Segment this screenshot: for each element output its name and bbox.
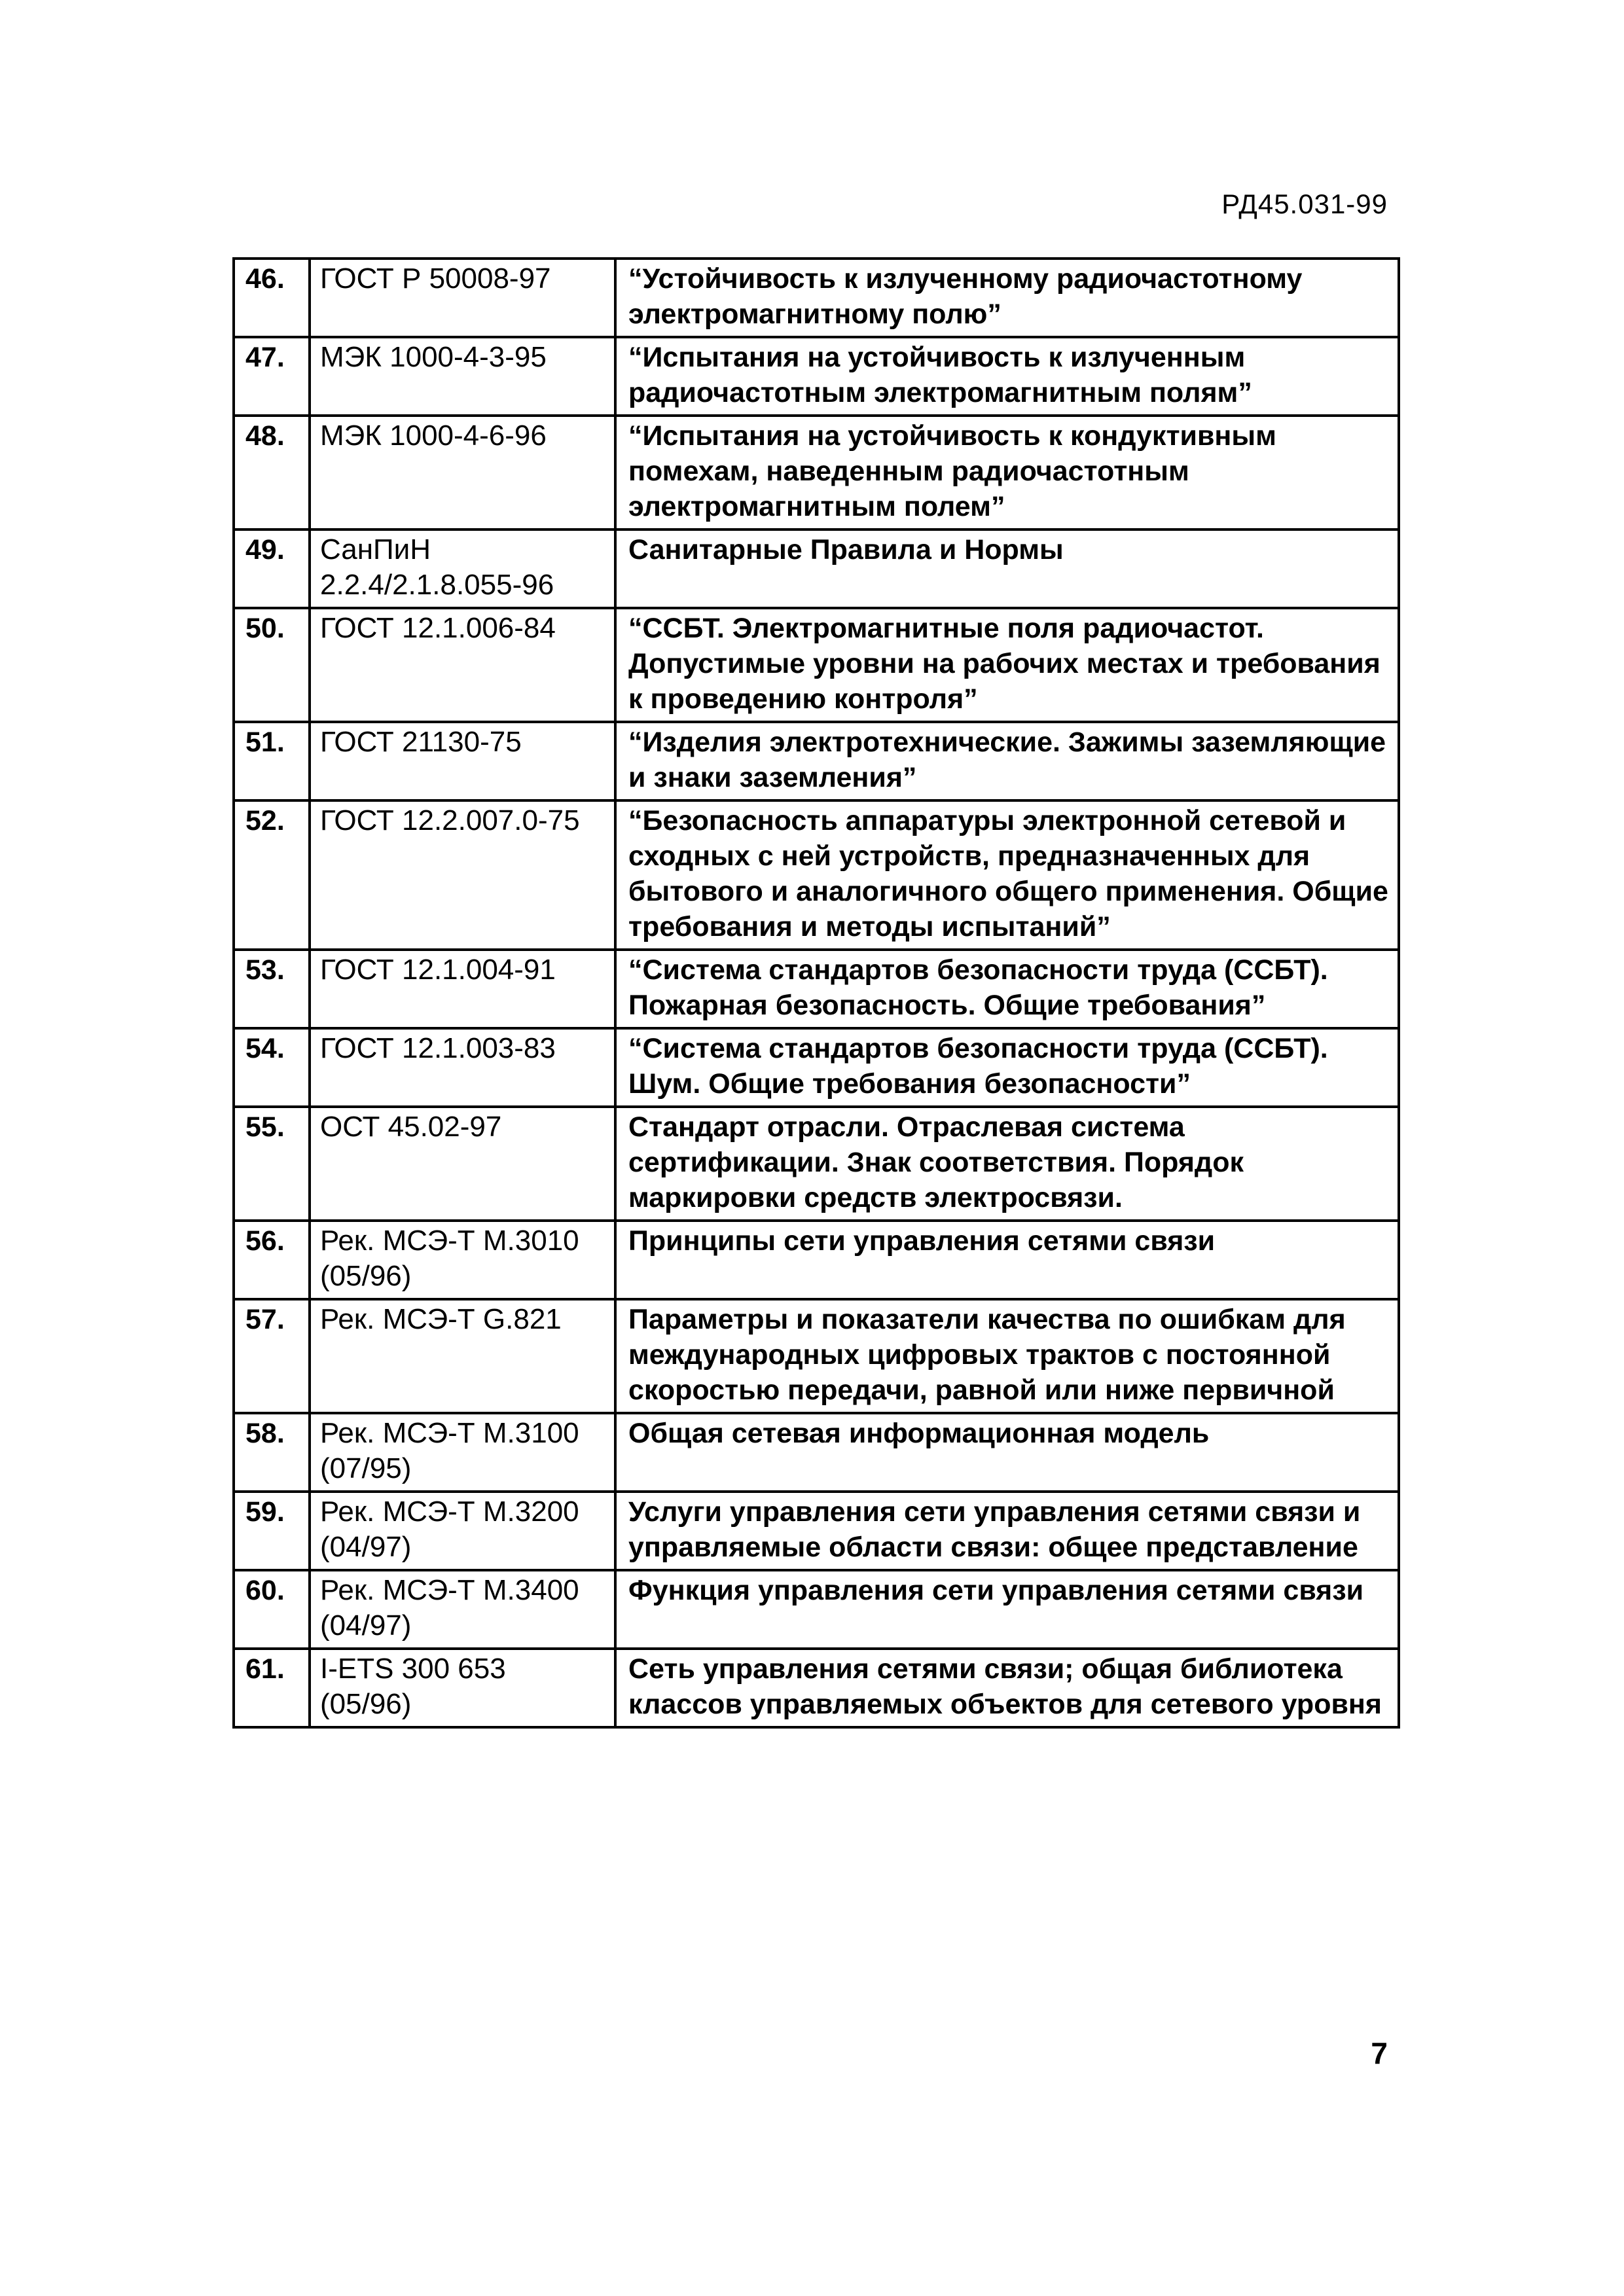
standard-title: “Изделия электротехнические. Зажимы заземляющие и знаки заземления” (615, 722, 1399, 800)
row-number: 61. (234, 1649, 310, 1727)
table-row (234, 1492, 1399, 1570)
standard-title: “Испытания на устойчивость к кондуктивным помехам, наведенным радиочастотным электромагнитным полем” (615, 416, 1399, 529)
row-number: 60. (234, 1570, 310, 1649)
standard-title: Сеть управления сетями связи; общая библиотека классов управляемых объектов для сетевого уровня (615, 1649, 1399, 1727)
table-row (234, 950, 1399, 1028)
standard-code: Рек. МСЭ-Т М.3010 (05/96) (310, 1221, 615, 1299)
table-row (234, 1028, 1399, 1107)
table-row (234, 722, 1399, 800)
standard-title: “Устойчивость к излученному радиочастотному электромагнитному полю” (615, 259, 1399, 337)
standard-title: “Безопасность аппаратуры электронной сетевой и сходных с ней устройств, предназначенных для бытового и аналогичного общего применения. Общие требования и методы испытаний” (615, 800, 1399, 950)
table-row (234, 1649, 1399, 1727)
standard-code: МЭК 1000-4-6-96 (310, 416, 615, 529)
standard-title: “Испытания на устойчивость к излученным радиочастотным электромагнитным полям” (615, 337, 1399, 416)
standard-title: Общая сетевая информационная модель (615, 1413, 1399, 1492)
table-row (234, 1299, 1399, 1413)
table-row (234, 608, 1399, 722)
standard-code: ГОСТ 12.2.007.0-75 (310, 800, 615, 950)
standard-code: МЭК 1000-4-3-95 (310, 337, 615, 416)
standard-title: Параметры и показатели качества по ошибкам для международных цифровых трактов с постоянной скоростью передачи, равной или ниже первичной (615, 1299, 1399, 1413)
standard-code: Рек. МСЭ-Т М.3200 (04/97) (310, 1492, 615, 1570)
row-number: 47. (234, 337, 310, 416)
standard-title: Принципы сети управления сетями связи (615, 1221, 1399, 1299)
standard-title: Стандарт отрасли. Отраслевая система сертификации. Знак соответствия. Порядок маркировки средств электросвязи. (615, 1107, 1399, 1221)
row-number: 49. (234, 529, 310, 608)
row-number: 46. (234, 259, 310, 337)
standard-code: ОСТ 45.02-97 (310, 1107, 615, 1221)
table-row (234, 1570, 1399, 1649)
row-number: 52. (234, 800, 310, 950)
table-row (234, 529, 1399, 608)
document-code: РД45.031-99 (1221, 188, 1388, 219)
table-row (234, 1221, 1399, 1299)
standard-code: ГОСТ 21130-75 (310, 722, 615, 800)
row-number: 50. (234, 608, 310, 722)
normative-references-table (232, 257, 1400, 1729)
row-number: 53. (234, 950, 310, 1028)
standard-code: ГОСТ 12.1.006-84 (310, 608, 615, 722)
row-number: 54. (234, 1028, 310, 1107)
standard-code: ГОСТ 12.1.003-83 (310, 1028, 615, 1107)
row-number: 59. (234, 1492, 310, 1570)
row-number: 51. (234, 722, 310, 800)
row-number: 55. (234, 1107, 310, 1221)
page-number: 7 (1371, 2036, 1388, 2070)
row-number: 58. (234, 1413, 310, 1492)
standard-code: СанПиН 2.2.4/2.1.8.055-96 (310, 529, 615, 608)
standard-title: Санитарные Правила и Нормы (615, 529, 1399, 608)
table-row (234, 337, 1399, 416)
row-number: 57. (234, 1299, 310, 1413)
standard-title: Функция управления сети управления сетями связи (615, 1570, 1399, 1649)
table-row (234, 800, 1399, 950)
standard-code: Рек. МСЭ-Т G.821 (310, 1299, 615, 1413)
standard-title: “Система стандартов безопасности труда (ССБТ). Шум. Общие требования безопасности” (615, 1028, 1399, 1107)
row-number: 56. (234, 1221, 310, 1299)
table-row (234, 1413, 1399, 1492)
standard-code: ГОСТ 12.1.004-91 (310, 950, 615, 1028)
standard-code: Рек. МСЭ-Т М.3400 (04/97) (310, 1570, 615, 1649)
standard-code: ГОСТ Р 50008-97 (310, 259, 615, 337)
standard-title: “Система стандартов безопасности труда (ССБТ). Пожарная безопасность. Общие требования” (615, 950, 1399, 1028)
table-row (234, 1107, 1399, 1221)
table-row (234, 259, 1399, 337)
standard-code: Рек. МСЭ-Т М.3100 (07/95) (310, 1413, 615, 1492)
standard-title: Услуги управления сети управления сетями связи и управляемые области связи: общее представление (615, 1492, 1399, 1570)
standard-title: “ССБТ. Электромагнитные поля радиочастот. Допустимые уровни на рабочих местах и требования к проведению контроля” (615, 608, 1399, 722)
standard-code: I-ETS 300 653 (05/96) (310, 1649, 615, 1727)
row-number: 48. (234, 416, 310, 529)
table-row (234, 416, 1399, 529)
